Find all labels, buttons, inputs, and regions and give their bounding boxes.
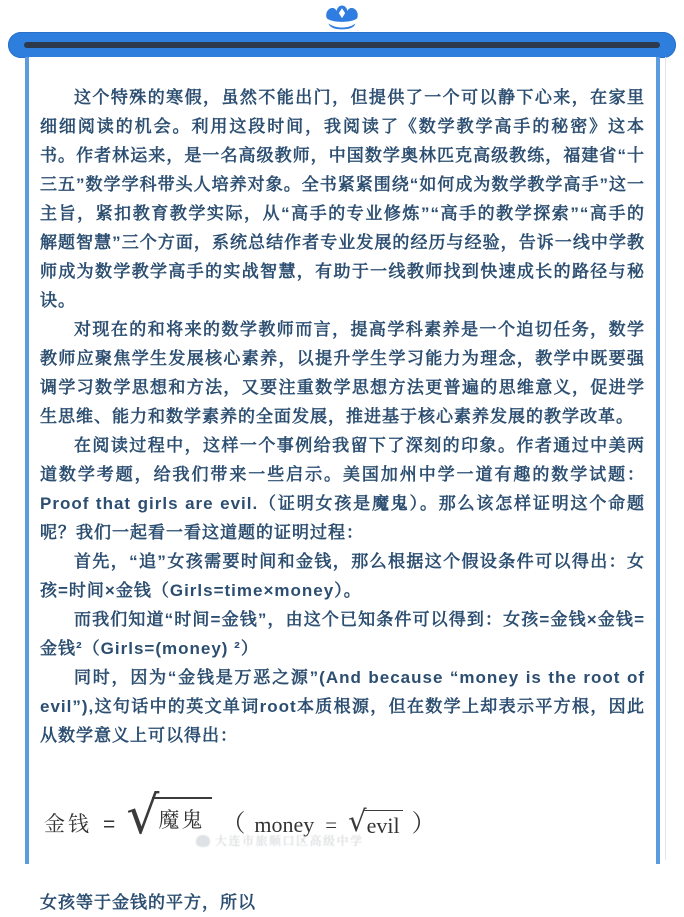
paragraph-example-intro: 在阅读过程中，这样一个事例给我留下了深刻的印象。作者通过中美两道数学考题，给我们带来一些启示。美国加州中学一道有趣的数学试题：Proof that girls are evil.（证明女孩是魔鬼）。那么该怎样证明这个命题呢？我们一起看一看这道题的证明过程： [40,436,645,542]
equals-sign: = [103,813,116,836]
formula-radicand-en: evil [364,810,403,838]
paragraph-teacher-quality: 对现在的和将来的数学教师而言，提高学科素养是一个迫切任务，数学教师应聚焦学生发展核心素养，以提升学生学习能力为理念，教学中既要强调学习数学思想和方法，又要注重数学思想方法更普遍的思维意义，促进学生思维、能力和数学素养的全面发展，推进基于核心素养发展的教学改革。 [40,320,645,426]
formula-lhs-cn: 金钱 [44,813,92,836]
article-card [25,57,660,912]
closing-line: 女孩等于金钱的平方，所以 [40,893,256,912]
paragraph-step-first: 首先，“追”女孩需要时间和金钱，那么根据这个假设条件可以得出：女孩=时间×金钱（Girls=time×money）。 [40,552,645,600]
card-edge-shadow [665,57,666,860]
math-formula [44,780,645,880]
formula-radicand-cn: 魔鬼 [152,797,212,834]
equals-sign-en: = [325,813,338,837]
radical-icon: √ [348,804,367,838]
formula-lhs-en: money [254,812,315,837]
school-logo-icon [196,835,210,847]
header-bar-inner-line [24,42,660,48]
school-watermark [196,832,364,849]
header-bar [8,32,676,58]
open-paren: （ [221,810,246,837]
close-paren: ） [411,810,436,837]
paragraph-step-second: 而我们知道“时间=金钱”，由这个已知条件可以得到：女孩=金钱×金钱=金钱²（Girls=(money) ²） [40,610,645,658]
paragraph-step-third: 同时，因为“金钱是万恶之源”(And because “money is the root of evil”),这句话中的英文单词root本质根源，但在数学上却表示平方根，因此从数学意义上可以得出： [40,668,645,745]
watermark-text: 大连市旅顺口区高级中学 [215,834,364,848]
radical-icon: √ [126,786,160,846]
paragraph-intro: 这个特殊的寒假，虽然不能出门，但提供了一个可以静下心来，在家里细细阅读的机会。利用这段时间，我阅读了《数学教学高手的秘密》这本书。作者林运来，是一名高级教师，中国数学奥林匹克高级教练，福建省“十三五”数学学科带头人培养对象。全书紧紧围绕“如何成为数学教学高手”这一主旨，紧扣教育教学实际，从“高手的专业修炼”“高手的教学探索”“高手的解题智慧”三个方面，系统总结作者专业发展的经历与经验，告诉一线中学教师成为数学教学高手的实战智慧，有助于一线教师找到快速成长的路径与秘诀。 [40,88,645,310]
